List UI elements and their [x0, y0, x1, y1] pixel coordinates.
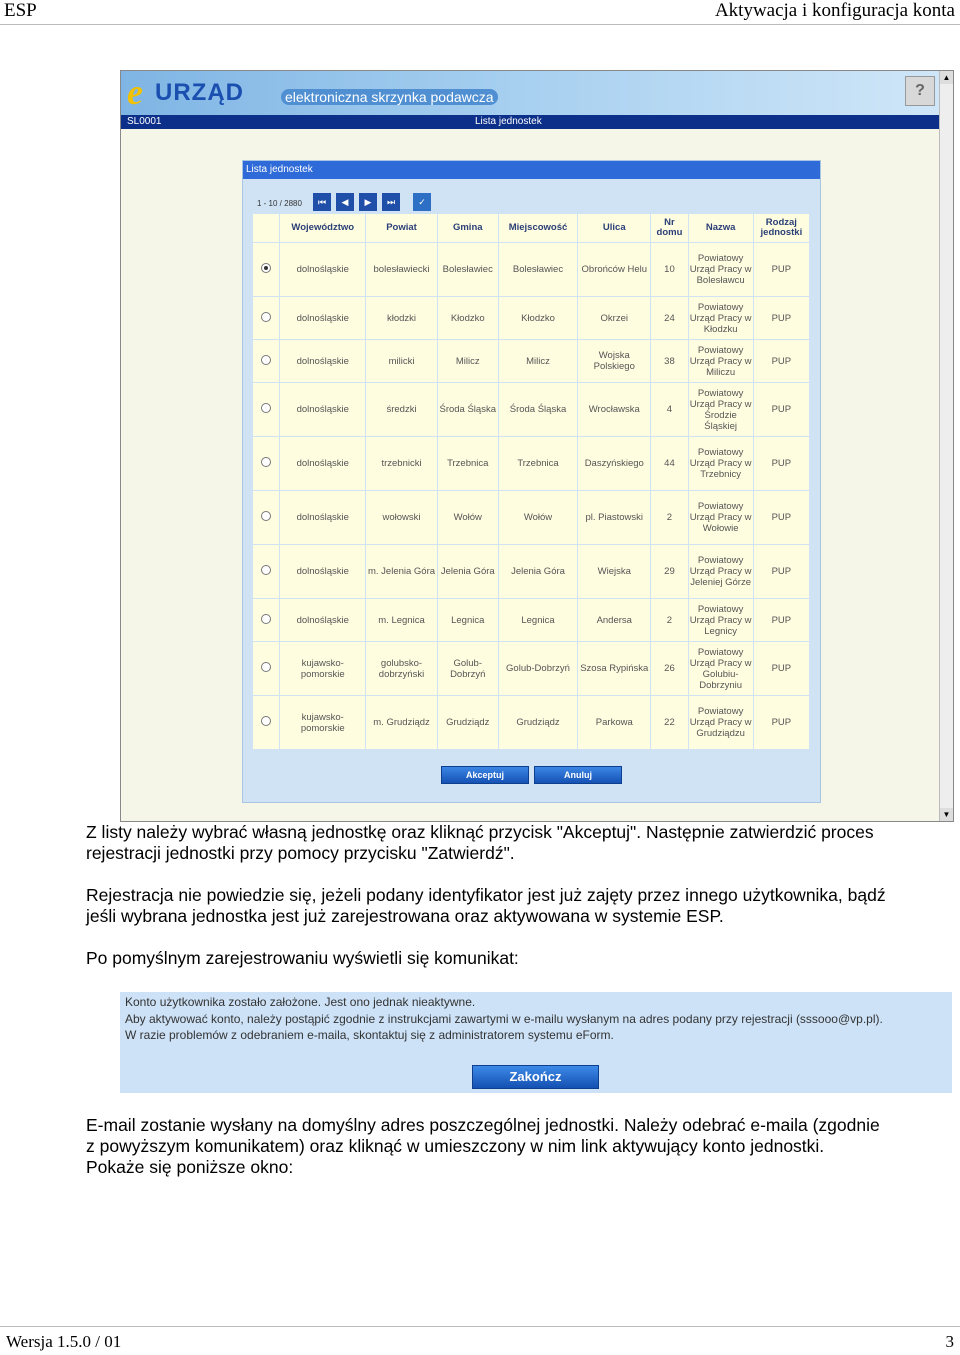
column-header[interactable]: Miejscowość — [499, 214, 577, 242]
row-radio[interactable] — [261, 457, 271, 467]
table-row[interactable] — [253, 491, 809, 544]
table-cell: 29 — [651, 545, 687, 598]
paragraph-3: Po pomyślnym zarejestrowaniu wyświetli się komunikat: — [86, 948, 519, 968]
paragraph-1 — [86, 822, 874, 864]
row-select-cell — [253, 340, 279, 382]
row-select-cell — [253, 297, 279, 339]
column-header[interactable]: Ulica — [578, 214, 650, 242]
cancel-button[interactable]: Anuluj — [534, 766, 622, 784]
table-cell: 10 — [651, 243, 687, 296]
table-cell: dolnośląskie — [280, 297, 365, 339]
table-cell: Wojska Polskiego — [578, 340, 650, 382]
logo-e: e — [127, 72, 143, 112]
header-right: Aktywacja i konfiguracja konta — [714, 0, 955, 21]
table-cell: Legnica — [438, 599, 498, 641]
table-cell: PUP — [754, 599, 809, 641]
row-radio[interactable] — [261, 614, 271, 624]
page-header — [0, 0, 960, 25]
table-cell: dolnośląskie — [280, 340, 365, 382]
app-status-bar — [121, 115, 939, 129]
message-line-2: Aby aktywować konto, należy postąpić zgodnie z instrukcjami zawartymi w e-mailu wysłanym na adres podany przy rejestracji (sssooo@vp.pl). — [125, 1011, 883, 1026]
next-icon[interactable]: ▶ — [359, 193, 377, 211]
table-row[interactable] — [253, 243, 809, 296]
logo-name: URZĄD — [155, 79, 244, 106]
row-radio[interactable] — [261, 312, 271, 322]
table-cell: dolnośląskie — [280, 599, 365, 641]
row-radio[interactable] — [261, 403, 271, 413]
table-cell: Jelenia Góra — [499, 545, 577, 598]
row-radio[interactable] — [261, 662, 271, 672]
table-cell: Wiejska — [578, 545, 650, 598]
table-cell: Okrzei — [578, 297, 650, 339]
column-header[interactable]: Gmina — [438, 214, 498, 242]
panel-title: Lista jednostek — [243, 161, 820, 179]
table-cell: 26 — [651, 642, 687, 695]
paragraph-1-line-2: rejestracji jednostki przy pomocy przycisku "Zatwierdź". — [86, 843, 515, 863]
scrollbar[interactable] — [939, 71, 953, 821]
table-row[interactable] — [253, 297, 809, 339]
prev-icon[interactable]: ◀ — [336, 193, 354, 211]
row-select-cell — [253, 437, 279, 490]
table-cell: Bolesławiec — [438, 243, 498, 296]
table-cell: 38 — [651, 340, 687, 382]
table-row[interactable] — [253, 383, 809, 436]
table-cell: Powiatowy Urząd Pracy w Kłodzku — [689, 297, 753, 339]
table-cell: m. Jelenia Góra — [366, 545, 436, 598]
table-cell: m. Legnica — [366, 599, 436, 641]
column-header[interactable]: Rodzaj jednostki — [754, 214, 809, 242]
table-row[interactable] — [253, 340, 809, 382]
column-header[interactable]: Nazwa — [689, 214, 753, 242]
table-cell: Milicz — [499, 340, 577, 382]
table-cell: 2 — [651, 491, 687, 544]
screenshot-success-message — [120, 992, 952, 1093]
finish-button[interactable]: Zakończ — [472, 1065, 599, 1089]
message-text — [125, 994, 883, 1044]
table-cell: kłodzki — [366, 297, 436, 339]
table-cell: PUP — [754, 642, 809, 695]
table-cell: Trzebnica — [438, 437, 498, 490]
table-cell: PUP — [754, 437, 809, 490]
user-code: SL0001 — [127, 116, 162, 127]
row-select-cell — [253, 491, 279, 544]
row-select-cell — [253, 599, 279, 641]
table-row[interactable] — [253, 642, 809, 695]
table-cell: Powiatowy Urząd Pracy w Legnicy — [689, 599, 753, 641]
table-row[interactable] — [253, 437, 809, 490]
table-cell: Kłodzko — [438, 297, 498, 339]
section-name: Lista jednostek — [475, 116, 542, 127]
row-select-cell — [253, 545, 279, 598]
table-cell: Daszyńskiego — [578, 437, 650, 490]
table-cell: PUP — [754, 696, 809, 749]
column-header — [253, 214, 279, 242]
table-cell: Powiatowy Urząd Pracy w Wołowie — [689, 491, 753, 544]
table-cell: Wrocławska — [578, 383, 650, 436]
table-cell: Jelenia Góra — [438, 545, 498, 598]
logo-subtitle: elektroniczna skrzynka podawcza — [281, 89, 498, 105]
table-cell: PUP — [754, 491, 809, 544]
table-cell: Golub-Dobrzyń — [499, 642, 577, 695]
header-left: ESP — [4, 0, 37, 21]
table-cell: Golub-Dobrzyń — [438, 642, 498, 695]
table-cell: dolnośląskie — [280, 491, 365, 544]
paragraph-1-line-1: Z listy należy wybrać własną jednostkę oraz kliknąć przycisk "Akceptuj". Następnie zatwierdzić proces — [86, 822, 874, 842]
clear-filter-icon[interactable]: ✓ — [413, 193, 431, 211]
table-cell: PUP — [754, 297, 809, 339]
table-cell: trzebnicki — [366, 437, 436, 490]
row-radio[interactable] — [261, 263, 271, 273]
scroll-down-icon[interactable]: ▼ — [940, 808, 953, 821]
table-cell: Andersa — [578, 599, 650, 641]
table-cell: Bolesławiec — [499, 243, 577, 296]
table-row[interactable] — [253, 545, 809, 598]
table-cell: Szosa Rypińska — [578, 642, 650, 695]
table-cell: Powiatowy Urząd Pracy w Grudziądzu — [689, 696, 753, 749]
scroll-up-icon[interactable]: ▲ — [940, 71, 953, 84]
help-icon[interactable]: ? — [905, 76, 935, 106]
table-cell: Powiatowy Urząd Pracy w Trzebnicy — [689, 437, 753, 490]
last-icon[interactable]: ⏭ — [382, 193, 400, 211]
column-header[interactable]: Powiat — [366, 214, 436, 242]
table-cell: wołowski — [366, 491, 436, 544]
table-cell: Powiatowy Urząd Pracy w Golubiu-Dobrzyniu — [689, 642, 753, 695]
row-radio[interactable] — [261, 355, 271, 365]
table-cell: PUP — [754, 243, 809, 296]
table-cell: 44 — [651, 437, 687, 490]
table-cell: dolnośląskie — [280, 545, 365, 598]
table-cell: Powiatowy Urząd Pracy w Bolesławcu — [689, 243, 753, 296]
table-cell: Grudziądz — [499, 696, 577, 749]
table-cell: dolnośląskie — [280, 437, 365, 490]
table-cell: Obrońców Helu — [578, 243, 650, 296]
message-line-3: W razie problemów z odebraniem e-maila, skontaktuj się z administratorem systemu eForm. — [125, 1028, 614, 1042]
footer-page-number: 3 — [945, 1332, 954, 1351]
row-radio[interactable] — [261, 716, 271, 726]
row-select-cell — [253, 696, 279, 749]
unit-table — [252, 213, 810, 750]
paragraph-2-line-1: Rejestracja nie powiedzie się, jeżeli podany identyfikator jest już zajęty przez innego użytkownika, bądź — [86, 885, 886, 905]
row-radio[interactable] — [261, 511, 271, 521]
page-footer — [0, 1326, 960, 1355]
table-cell: 2 — [651, 599, 687, 641]
message-line-1: Konto użytkownika zostało założone. Jest ono jednak nieaktywne. — [125, 995, 476, 1009]
table-row[interactable] — [253, 599, 809, 641]
table-cell: 4 — [651, 383, 687, 436]
table-row[interactable] — [253, 696, 809, 749]
paragraph-2-line-2: jeśli wybrana jednostka jest już zarejestrowana oraz aktywowana w systemie ESP. — [86, 906, 724, 926]
table-cell: Trzebnica — [499, 437, 577, 490]
table-cell: Grudziądz — [438, 696, 498, 749]
table-cell: PUP — [754, 340, 809, 382]
table-cell: kujawsko-pomorskie — [280, 696, 365, 749]
table-cell: PUP — [754, 383, 809, 436]
table-cell: Legnica — [499, 599, 577, 641]
pager-info: 1 - 10 / 2880 — [257, 199, 302, 208]
table-cell: Powiatowy Urząd Pracy w Miliczu — [689, 340, 753, 382]
table-cell: Środa Śląska — [438, 383, 498, 436]
table-cell: pl. Piastowski — [578, 491, 650, 544]
accept-button[interactable]: Akceptuj — [441, 766, 529, 784]
table-cell: dolnośląskie — [280, 383, 365, 436]
row-select-cell — [253, 243, 279, 296]
table-cell: m. Grudziądz — [366, 696, 436, 749]
column-header[interactable]: Województwo — [280, 214, 365, 242]
table-cell: bolesławiecki — [366, 243, 436, 296]
table-cell: Kłodzko — [499, 297, 577, 339]
column-header[interactable]: Nr domu — [651, 214, 687, 242]
row-select-cell — [253, 383, 279, 436]
table-cell: Powiatowy Urząd Pracy w Jeleniej Górze — [689, 545, 753, 598]
paragraph-2 — [86, 885, 886, 927]
paragraph-4 — [86, 1115, 880, 1178]
table-cell: Powiatowy Urząd Pracy w Środzie Śląskiej — [689, 383, 753, 436]
table-cell: Wołów — [438, 491, 498, 544]
row-radio[interactable] — [261, 565, 271, 575]
screenshot-unit-list — [120, 70, 954, 822]
table-cell: PUP — [754, 545, 809, 598]
row-select-cell — [253, 642, 279, 695]
table-cell: 22 — [651, 696, 687, 749]
first-icon[interactable]: ⏮ — [313, 193, 331, 211]
paragraph-4-line-1: E-mail zostanie wysłany na domyślny adres poszczególnej jednostki. Należy odebrać e-maila (zgodnie — [86, 1115, 880, 1135]
app-banner — [121, 71, 939, 115]
table-cell: milicki — [366, 340, 436, 382]
table-cell: Parkowa — [578, 696, 650, 749]
table-cell: Wołów — [499, 491, 577, 544]
paragraph-4-line-2: z powyższym komunikatem) oraz kliknąć w umieszczony w nim link aktywujący konto jednostki. — [86, 1136, 825, 1156]
table-cell: Środa Śląska — [499, 383, 577, 436]
table-cell: średzki — [366, 383, 436, 436]
table-cell: golubsko-dobrzyński — [366, 642, 436, 695]
table-cell: 24 — [651, 297, 687, 339]
table-cell: dolnośląskie — [280, 243, 365, 296]
footer-version: Wersja 1.5.0 / 01 — [6, 1332, 122, 1351]
table-cell: Milicz — [438, 340, 498, 382]
table-cell: kujawsko-pomorskie — [280, 642, 365, 695]
paragraph-4-line-3: Pokaże się poniższe okno: — [86, 1157, 294, 1177]
unit-list-panel — [242, 160, 821, 803]
